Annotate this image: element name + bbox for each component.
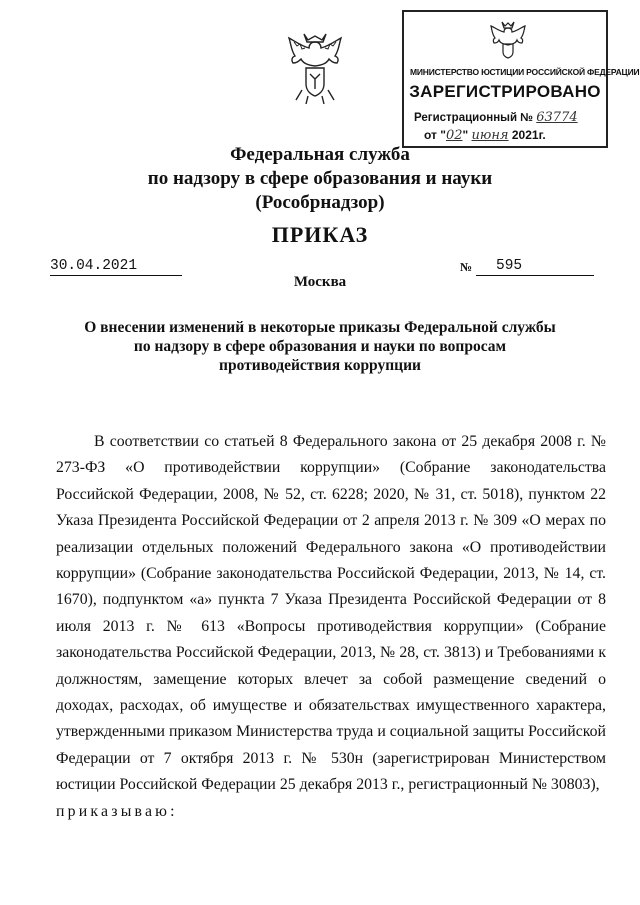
stamp-registered-label: ЗАРЕГИСТРИРОВАНО xyxy=(409,82,601,101)
subject-line1: О внесении изменений в некоторые приказы Федеральной службы xyxy=(84,319,556,336)
stamp-emblem-icon xyxy=(488,18,528,60)
stamp-reg-number-value: 63774 xyxy=(536,110,578,125)
document-body xyxy=(56,429,606,825)
subject-line2: по надзору в сфере образования и науки по вопросам xyxy=(133,338,507,355)
org-name-line1: Федеральная служба xyxy=(230,144,410,165)
subject-line3: противодействия коррупции xyxy=(219,357,421,374)
stamp-reg-number-label: Регистрационный № xyxy=(414,112,534,124)
document-type-title: ПРИКАЗ xyxy=(271,222,369,247)
order-word: приказываю: xyxy=(56,802,178,820)
org-name-line3: (Рособрнадзор) xyxy=(255,192,385,213)
stamp-ministry-name: МИНИСТЕРСТВО ЮСТИЦИИ РОССИЙСКОЙ ФЕДЕРАЦИИ xyxy=(410,67,640,77)
registration-stamp xyxy=(402,10,640,148)
stamp-date-quote: " xyxy=(462,128,469,142)
stamp-date-prefix: от " xyxy=(424,128,446,142)
document-city: Москва xyxy=(293,274,347,290)
document-number: 595 xyxy=(476,258,594,276)
stamp-date-month: июня xyxy=(471,128,509,143)
stamp-date-year: 2021 xyxy=(511,128,539,142)
body-paragraph: В соответствии со статьей 8 Федерального закона от 25 декабря 2008 г. № 273-ФЗ «О противодействии коррупции» (Собрание законодательства Российской Федерации, 2008, № 52, ст. 6228; 2020, № 31, ст. 5018), пунктом 22 Указа Президента Российской Федерации от 2 апреля 2013 г. № 309 «О мерах по реализации отдельных положений Федерального закона «О противодействии коррупции» (Собрание законодательства Российской Федерации, 2013, № 14, ст. 1670), подпунктом «а» пункта 7 Указа Президента Российской Федерации от 8 июля 2013 г. № 613 «Вопросы противодействия коррупции» (Собрание законодательства Российской Федерации, 2013, № 28, ст. 3813) и Требованиями к должностям, замещение которых влечет за собой размещение сведений о доходах, расходах, об имуществе и обязательствах имущественного характера, утвержденными приказом Министерства труда и социальной защиты Российской Федерации от 7 октября 2013 г. № 530н (зарегистрирован Министерством юстиции Российской Федерации 25 декабря 2013 г., регистрационный № 30803), xyxy=(56,433,606,794)
org-name-line2: по надзору в сфере образования и науки xyxy=(147,168,493,189)
stamp-date-suffix: г. xyxy=(538,128,546,142)
stamp-date-day: 02 xyxy=(445,128,463,143)
document-subject xyxy=(0,318,640,375)
document-date: 30.04.2021 xyxy=(50,258,182,276)
stamp-reg-date xyxy=(424,128,546,143)
coat-of-arms-icon xyxy=(282,28,348,108)
document-number-label: № xyxy=(460,260,473,274)
stamp-reg-number xyxy=(414,110,578,125)
